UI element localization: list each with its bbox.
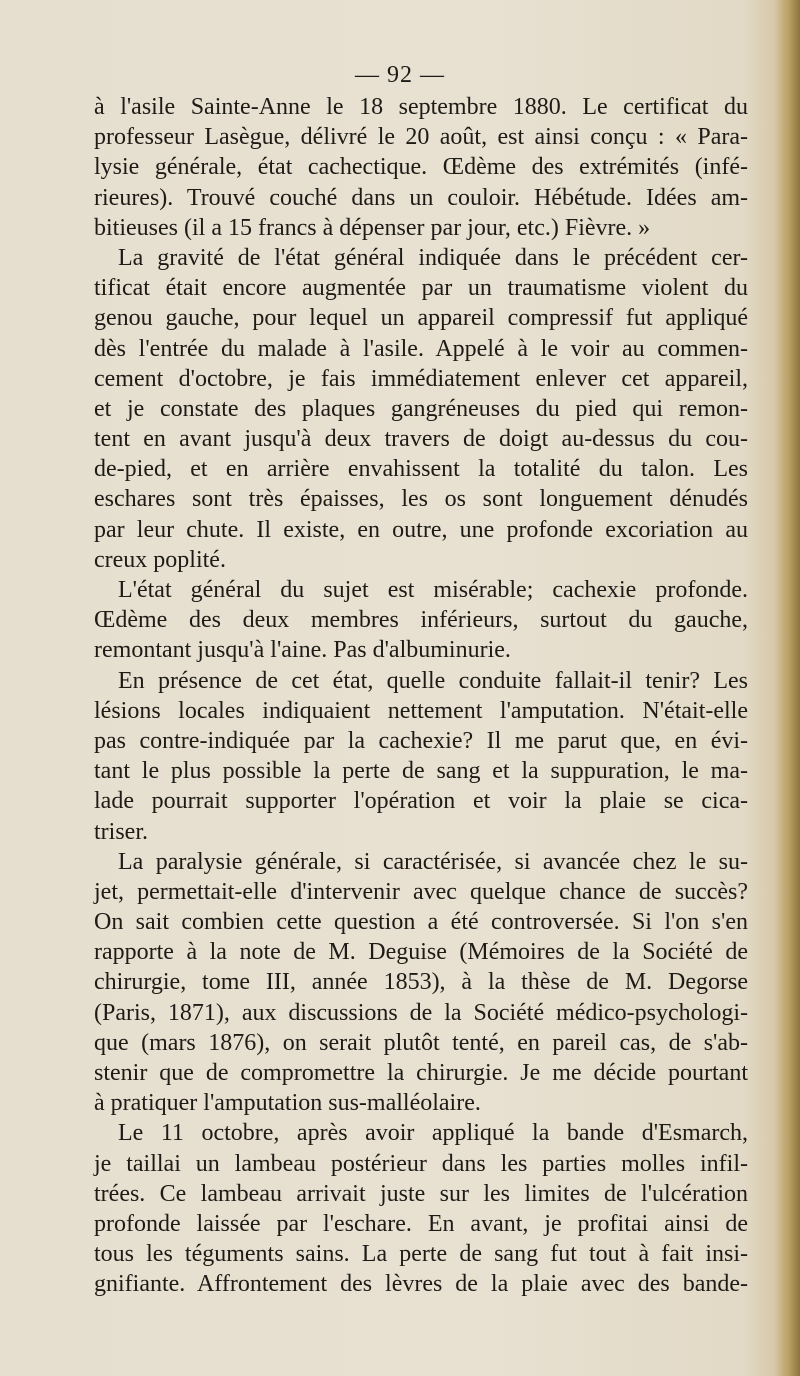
text-line: tous les téguments sains. La perte de sang fut tout à fait insi- [94, 1241, 748, 1268]
text-line: dès l'entrée du malade à l'asile. Appelé à le voir au commen- [94, 335, 748, 362]
text-line: La gravité de l'état général indiquée dans le précédent cer- [118, 244, 748, 271]
text-line: lysie générale, état cachectique. Œdème des extrémités (infé- [94, 154, 748, 181]
text-line: par leur chute. Il existe, en outre, une profonde excoriation au [94, 516, 748, 543]
text-line: à l'asile Sainte-Anne le 18 septembre 1880. Le certificat du [94, 94, 748, 120]
text-line: remontant jusqu'à l'aine. Pas d'albuminurie. [94, 637, 511, 664]
text-line: et je constate des plaques gangréneuses du pied qui remon- [94, 395, 748, 422]
text-line: de-pied, et en arrière envahissent la totalité du talon. Les [94, 456, 748, 483]
text-line: chirurgie, tome III, année 1853), à la thèse de M. Degorse [94, 969, 748, 996]
text-line: creux poplité. [94, 546, 226, 573]
text-line: En présence de cet état, quelle conduite fallait-il tenir? Les [118, 667, 748, 694]
text-line: pas contre-indiquée par la cachexie? Il me parut que, en évi- [94, 727, 748, 754]
text-line: que (mars 1876), on serait plutôt tenté, en pareil cas, de s'ab- [94, 1029, 748, 1056]
text-line: à pratiquer l'amputation sus-malléolaire. [94, 1090, 481, 1117]
text-line: eschares sont très épaisses, les os sont longuement dénudés [94, 486, 748, 513]
text-line: On sait combien cette question a été controversée. Si l'on s'en [94, 909, 748, 936]
text-line: triser. [94, 818, 148, 845]
text-line: L'état général du sujet est misérable; cachexie profonde. [118, 577, 748, 603]
text-line: tificat était encore augmentée par un traumatisme violent du [94, 275, 748, 302]
text-line: rapporte à la note de M. Deguise (Mémoires de la Société de [94, 939, 748, 966]
text-line: Le 11 octobre, après avoir appliqué la bande d'Esmarch, [118, 1120, 748, 1147]
text-line: rieures). Trouvé couché dans un couloir. Hébétude. Idées am- [94, 184, 748, 211]
text-line: lésions locales indiquaient nettement l'amputation. N'était-elle [94, 697, 748, 724]
text-line: gnifiante. Affrontement des lèvres de la plaie avec des bande- [94, 1271, 748, 1298]
text-line: lade pourrait supporter l'opération et voir la plaie se cica- [94, 788, 748, 815]
body-text [94, 92, 748, 1300]
text-line: jet, permettait-elle d'intervenir avec quelque chance de succès? [94, 878, 748, 905]
text-line: tent en avant jusqu'à deux travers de doigt au-dessus du cou- [94, 426, 748, 453]
text-line: cement d'octobre, je fais immédiatement enlever cet appareil, [94, 365, 748, 392]
page-edge-shadow [774, 0, 800, 1376]
text-line: je taillai un lambeau postérieur dans les parties molles infil- [94, 1150, 748, 1177]
text-line: (Paris, 1871), aux discussions de la Société médico-psychologi- [94, 999, 748, 1026]
text-line: Œdème des deux membres inférieurs, surtout du gauche, [94, 607, 748, 634]
text-line: La paralysie générale, si caractérisée, si avancée chez le su- [118, 848, 748, 875]
text-line: genou gauche, pour lequel un appareil compressif fut appliqué [94, 305, 748, 332]
text-line: trées. Ce lambeau arrivait juste sur les limites de l'ulcération [94, 1180, 748, 1207]
text-line: tant le plus possible la perte de sang et la suppuration, le ma- [94, 758, 748, 785]
text-line: professeur Lasègue, délivré le 20 août, est ainsi conçu : « Para- [94, 124, 748, 151]
page-number: — 92 — [355, 62, 445, 88]
text-line: stenir que de compromettre la chirurgie. Je me décide pourtant [94, 1060, 748, 1086]
text-line: bitieuses (il a 15 francs à dépenser par jour, etc.) Fièvre. » [94, 214, 651, 241]
text-line: profonde laissée par l'eschare. En avant, je profitai ainsi de [94, 1210, 748, 1237]
